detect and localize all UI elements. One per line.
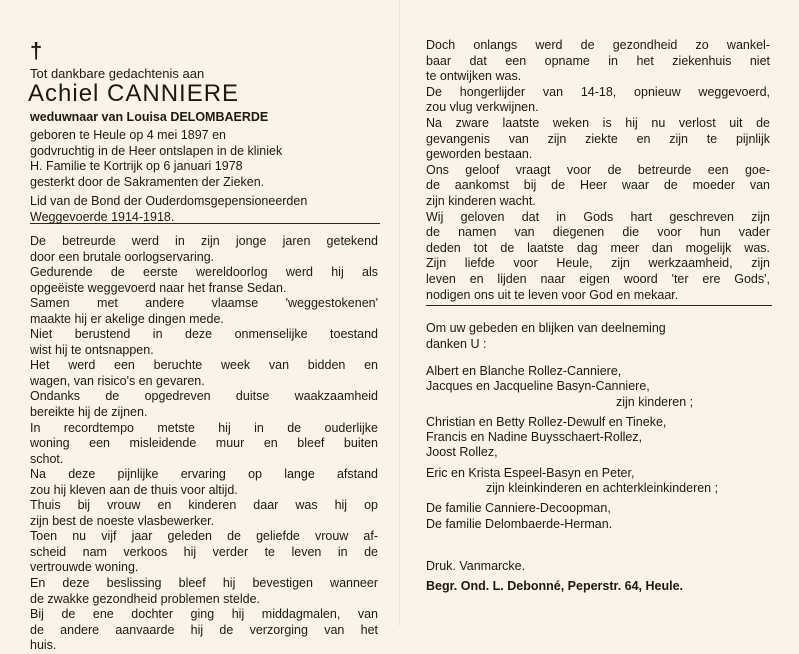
biography-line: Na deze pijnlijke ervaring op lange afstand [30,467,378,482]
biography [30,234,378,654]
biography-line: Niet berustend in deze onmenselijke toestand [30,327,378,342]
reflection-line: de aankomst bij de Heer waar de moeder van [426,178,770,193]
detail-line: gesterkt door de Sakramenten der Zieken. [30,174,265,189]
family-line: Joost Rollez, [426,445,498,460]
reflection-line: De hongerlijder van 14-18, opnieuw weggevoerd, [426,84,770,99]
biography-line: Samen met andere vlaamse 'weggestokenen' [30,296,378,311]
reflection-line: Ons geloof vraagt voor de betreurde een goe- [426,162,770,177]
biography-line: wagen, van risico's en gevaren. [30,373,205,388]
biography-line: scheid nam verkoos hij verder te leven in de [30,544,378,559]
detail-line: godvruchtig in de Heer ontslapen in de kliniek [30,143,283,158]
detail-line: Weggevoerde 1914-1918. [30,209,175,224]
divider [426,305,772,306]
biography-line: maakte hij er akelige dingen mede. [30,311,224,326]
printer-name: Druk. Vanmarcke. [426,559,526,573]
membership-details [30,194,370,225]
biography-line: Toen nu vijf jaar geleden de geliefde vrouw af- [30,529,378,544]
biography-line: wist hij te ontsnappen. [30,342,154,357]
birth-death-details [30,128,370,190]
intro-text: Tot dankbare gedachtenis aan [30,66,205,81]
family-line: Eric en Krista Espeel-Basyn en Peter, [426,465,635,480]
detail-line: geboren te Heule op 4 mei 1897 en [30,128,226,142]
family-line: Jacques en Jacqueline Basyn-Canniere, [426,379,650,394]
reflection-line: de namen van diegenen die voor hun vader [426,225,770,240]
thanks-heading [426,321,772,353]
biography-line: In recordtempo metste hij in de ouderlijke [30,420,378,435]
biography-line: Ondanks de opgedreven duitse waakzaamheid [30,389,378,404]
biography-line: de andere aanvaarde hij de verzorging van het [30,622,378,637]
reflection-line: Wij geloven dat in Gods hart geschreven zijn [426,209,770,224]
thanks-line: danken U : [426,336,487,351]
reflection-line: te ontwijken was. [426,69,522,84]
reflection-line: Zijn liefde voor Heule, zijn werkzaamheid, zijn [426,256,770,271]
widower-line: weduwnaar van Louisa DELOMBAERDE [30,110,269,124]
family-line: De familie Delombaerde-Herman. [426,516,613,531]
cross-icon: † [30,38,43,63]
reflection-line: zou vlug verkwijnen. [426,100,539,115]
family-line: Francis en Nadine Buysschaert-Rollez, [426,430,643,445]
reflection-line: zijn kinderen wacht. [426,193,536,208]
detail-line: H. Familie te Kortrijk op 6 januari 1978 [30,159,243,174]
biography-line: schot. [30,451,64,466]
reflection-line: leven en lijden naar eigen woord 'ter ere Gods', [426,271,770,286]
reflection-line: Na zware laatste weken is hij nu verlost uit de [426,115,770,130]
family-list [426,364,772,532]
family-role: zijn kinderen ; [616,394,694,409]
biography-line: huis. [30,638,57,653]
biography-line: Bij de ene dochter ging hij middagmalen, van [30,607,378,622]
printer-info [426,556,772,596]
card-fold [399,0,401,626]
reflection-line: baar dat een opname in het ziekenhuis niet [426,53,770,68]
biography-line: zijn best de noeste vlasbewerker. [30,513,215,528]
biography-line: vertrouwde woning. [30,560,139,575]
family-role: zijn kleinkinderen en achterkleinkinderen ; [486,481,719,496]
biography-line: Thuis bij vrouw en kinderen daar was hij op [30,498,378,513]
biography-line: De betreurde werd in zijn jonge jaren getekend [30,234,378,248]
family-line: De familie Canniere-Decoopman, [426,501,611,516]
family-line: Albert en Blanche Rollez-Canniere, [426,364,622,378]
deceased-name: Achiel CANNIERE [28,80,240,107]
biography-line: En deze beslissing bleef hij bevestigen wanneer [30,576,378,591]
reflection-line: nodigen ons uit te leven voor God en mekaar. [426,287,679,302]
biography-line: Gedurende de eerste wereldoorlog werd hij als [30,265,378,280]
undertaker-info: Begr. Ond. L. Debonné, Peperstr. 64, Heule. [426,579,684,593]
divider [30,223,380,224]
biography-line: bereikte hij de zijnen. [30,405,148,420]
reflection-text [426,38,770,303]
thanks-line: Om uw gebeden en blijken van deelneming [426,321,666,335]
biography-line: de zwakke gezondheid problemen stelde. [30,591,261,606]
biography-line: zou hij kleven aan de thuis voor altijd. [30,482,238,497]
biography-line: door een brutale oorlogservaring. [30,249,215,264]
biography-line: Het werd een beruchte week van bidden en [30,358,378,373]
biography-line: woning een misleidende muur en bleef buiten [30,436,378,451]
reflection-line: gevangenis van zijn ziekte en zijn te pijnlijk [426,131,770,146]
detail-line: Lid van de Bond der Ouderdomsgepensioneerden [30,194,308,208]
family-line: Christian en Betty Rollez-Dewulf en Tineke, [426,414,667,429]
biography-line: opgeëiste weggevoerd naar het franse Sedan. [30,280,287,295]
reflection-line: deden tot de laatste dag meer dan mogelijk was. [426,240,770,255]
reflection-line: geworden bestaan. [426,147,533,162]
reflection-line: Doch onlangs werd de gezondheid zo wankel- [426,38,770,52]
